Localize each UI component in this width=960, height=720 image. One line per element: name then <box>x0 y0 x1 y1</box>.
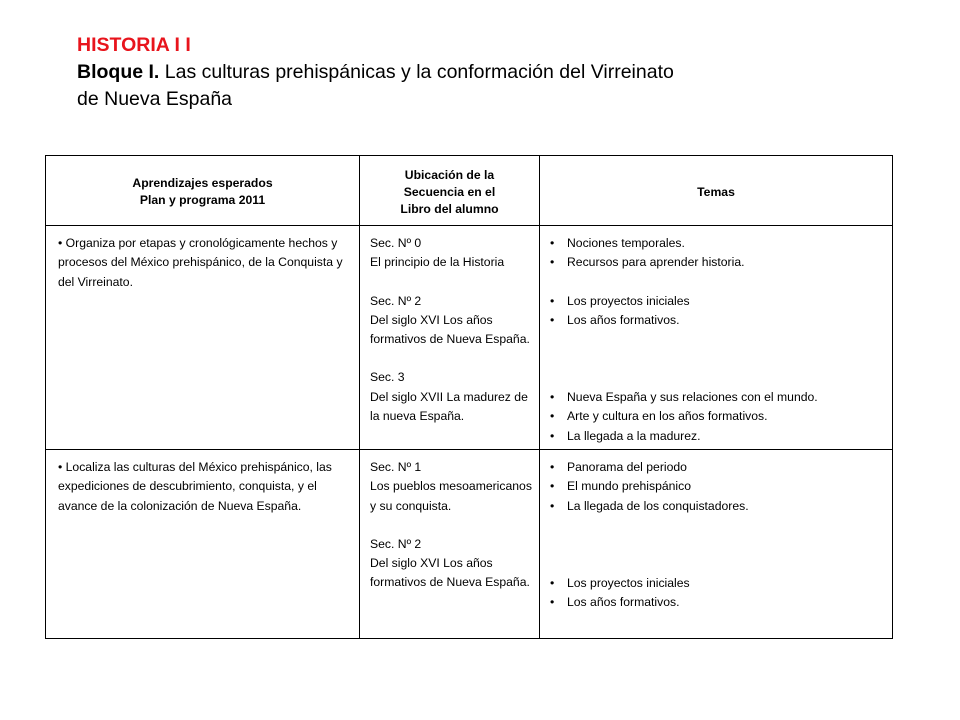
table-header-row <box>46 156 893 226</box>
tema-item: • El mundo prehispánico <box>550 477 886 496</box>
tema-item: • Arte y cultura en los años formativos. <box>550 407 886 426</box>
secuencia-item <box>370 535 533 593</box>
tema-item: • Panorama del periodo <box>550 458 886 477</box>
secuencia-number: Sec. Nº 2 <box>370 293 422 308</box>
page-subtitle <box>77 59 897 113</box>
secuencia-number: Sec. Nº 0 <box>370 236 422 250</box>
subtitle-bold: Bloque I. <box>77 61 160 83</box>
temas-list <box>550 458 886 516</box>
secuencia-desc: Del siglo XVI Los años formativos de Nueva España. <box>370 556 530 590</box>
table-row <box>46 226 893 450</box>
tema-item: • La llegada a la madurez. <box>550 427 886 446</box>
temas-cell <box>540 450 893 639</box>
curriculum-table <box>45 155 893 639</box>
secuencia-desc: Del siglo XVI Los años formativos de Nueva España. <box>370 312 530 347</box>
tema-item: • Los proyectos iniciales <box>550 292 886 311</box>
secuencia-desc: Los pueblos mesoamericanos y su conquista. <box>370 479 532 513</box>
aprendizaje-cell: • Organiza por etapas y cronológicamente hechos y procesos del México prehispánico, de la Conquista y del Virreinato. <box>46 226 360 450</box>
tema-item: • Los proyectos iniciales <box>550 574 886 593</box>
secuencia-desc: El principio de la Historia <box>370 255 505 270</box>
secuencia-number: Sec. Nº 2 <box>370 536 422 551</box>
subtitle-rest: Las culturas prehispánicas y la conformación del Virreinato <box>159 61 674 83</box>
temas-list <box>550 388 886 446</box>
aprendizaje-cell: • Localiza las culturas del México prehispánico, las expediciones de descubrimiento, conquista, y el avance de la colonización de Nueva España. <box>46 450 360 639</box>
secuencia-number: Sec. 3 <box>370 370 405 385</box>
secuencia-desc: Del siglo XVII La madurez de la nueva España. <box>370 389 528 424</box>
subtitle-line2: de Nueva España <box>77 88 233 110</box>
temas-list <box>550 574 886 613</box>
tema-item: • Los años formativos. <box>550 311 886 330</box>
temas-cell <box>540 226 893 450</box>
secuencia-item <box>370 234 533 273</box>
header-temas: Temas <box>540 156 893 226</box>
temas-list <box>550 234 886 273</box>
document-header <box>77 32 897 113</box>
header-text: Plan y programa 2011 <box>139 193 266 207</box>
header-text: Secuencia en el <box>403 184 496 199</box>
header-text: Libro del alumno <box>400 201 499 216</box>
header-aprendizajes <box>46 156 360 226</box>
header-ubicacion <box>360 156 540 226</box>
temas-list <box>550 292 886 331</box>
secuencia-item <box>370 458 533 516</box>
secuencia-item <box>370 368 533 426</box>
tema-item: • Nueva España y sus relaciones con el mundo. <box>550 388 886 407</box>
header-text: Ubicación de la <box>404 167 495 182</box>
page-title: HISTORIA I I <box>77 34 191 56</box>
tema-item: • Los años formativos. <box>550 593 886 612</box>
secuencia-number: Sec. Nº 1 <box>370 460 422 474</box>
secuencia-item <box>370 292 533 350</box>
tema-item: • La llegada de los conquistadores. <box>550 497 886 516</box>
table-row <box>46 450 893 639</box>
secuencia-cell <box>360 226 540 450</box>
tema-item: • Recursos para aprender historia. <box>550 253 886 272</box>
header-text: Aprendizajes esperados <box>132 176 273 190</box>
tema-item: • Nociones temporales. <box>550 234 886 253</box>
secuencia-cell <box>360 450 540 639</box>
